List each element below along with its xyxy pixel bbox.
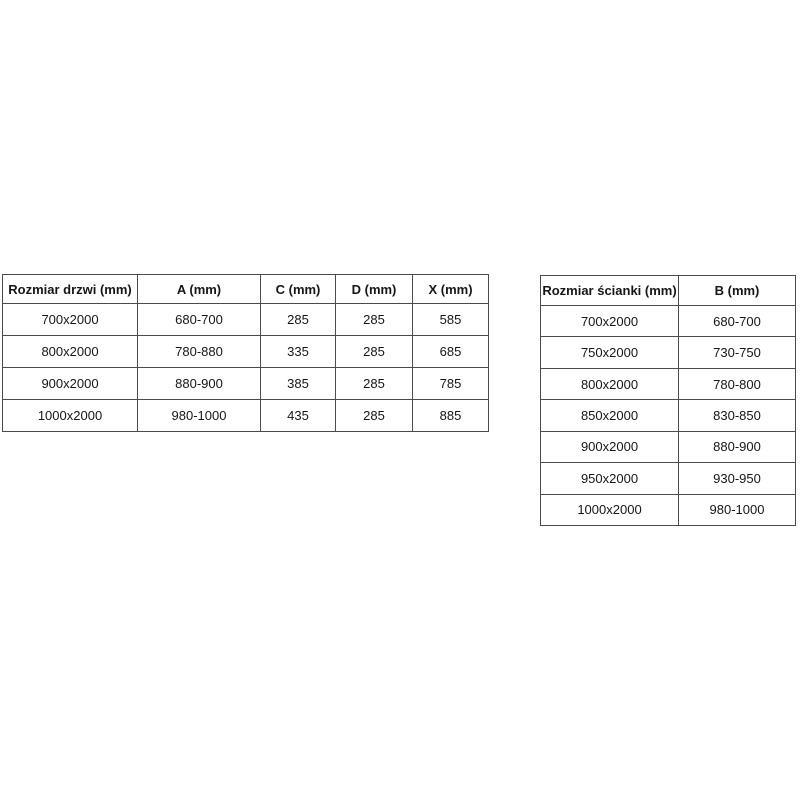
wall-table-cell: 730-750 [679, 337, 796, 368]
door-table-cell: 885 [413, 400, 489, 432]
wall-table-cell: 830-850 [679, 400, 796, 431]
door-table-row [3, 304, 489, 336]
door-table-header-cell: Rozmiar drzwi (mm) [3, 275, 138, 304]
wall-table-cell: 680-700 [679, 306, 796, 337]
door-table-cell: 435 [261, 400, 336, 432]
door-table-row [3, 336, 489, 368]
door-table-header-row [3, 275, 489, 304]
wall-table-cell: 980-1000 [679, 494, 796, 525]
door-table-cell: 785 [413, 368, 489, 400]
wall-table-cell: 950x2000 [541, 463, 679, 494]
wall-table-cell: 750x2000 [541, 337, 679, 368]
wall-table-header-cell: Rozmiar ścianki (mm) [541, 276, 679, 306]
wall-table-cell: 1000x2000 [541, 494, 679, 525]
door-table-cell: 780-880 [138, 336, 261, 368]
door-table-header-cell: X (mm) [413, 275, 489, 304]
wall-table-header-cell: B (mm) [679, 276, 796, 306]
wall-table-header-row [541, 276, 796, 306]
wall-table-row [541, 494, 796, 525]
door-table-header-cell: C (mm) [261, 275, 336, 304]
door-table-cell: 685 [413, 336, 489, 368]
wall-table-row [541, 463, 796, 494]
door-table-row [3, 400, 489, 432]
door-table-cell: 385 [261, 368, 336, 400]
door-sizes-table [2, 274, 489, 432]
door-table-cell: 880-900 [138, 368, 261, 400]
wall-table-cell: 880-900 [679, 431, 796, 462]
wall-table-cell: 850x2000 [541, 400, 679, 431]
door-table-cell: 980-1000 [138, 400, 261, 432]
door-table-cell: 585 [413, 304, 489, 336]
wall-table-row [541, 306, 796, 337]
wall-sizes-table [540, 275, 796, 526]
door-table-cell: 285 [336, 304, 413, 336]
door-table-row [3, 368, 489, 400]
door-table-cell: 335 [261, 336, 336, 368]
door-table-cell: 285 [336, 368, 413, 400]
wall-table-row [541, 368, 796, 399]
wall-table-cell: 930-950 [679, 463, 796, 494]
wall-table-row [541, 431, 796, 462]
door-table-cell: 800x2000 [3, 336, 138, 368]
door-table-header-cell: D (mm) [336, 275, 413, 304]
door-table-cell: 1000x2000 [3, 400, 138, 432]
door-table-cell: 285 [336, 400, 413, 432]
door-table-header-cell: A (mm) [138, 275, 261, 304]
door-table-cell: 285 [336, 336, 413, 368]
wall-table-row [541, 400, 796, 431]
wall-table-cell: 700x2000 [541, 306, 679, 337]
wall-table-row [541, 337, 796, 368]
door-table-cell: 700x2000 [3, 304, 138, 336]
wall-table-cell: 800x2000 [541, 368, 679, 399]
door-table-cell: 285 [261, 304, 336, 336]
door-table-cell: 680-700 [138, 304, 261, 336]
wall-table-cell: 900x2000 [541, 431, 679, 462]
wall-table-cell: 780-800 [679, 368, 796, 399]
door-table-cell: 900x2000 [3, 368, 138, 400]
